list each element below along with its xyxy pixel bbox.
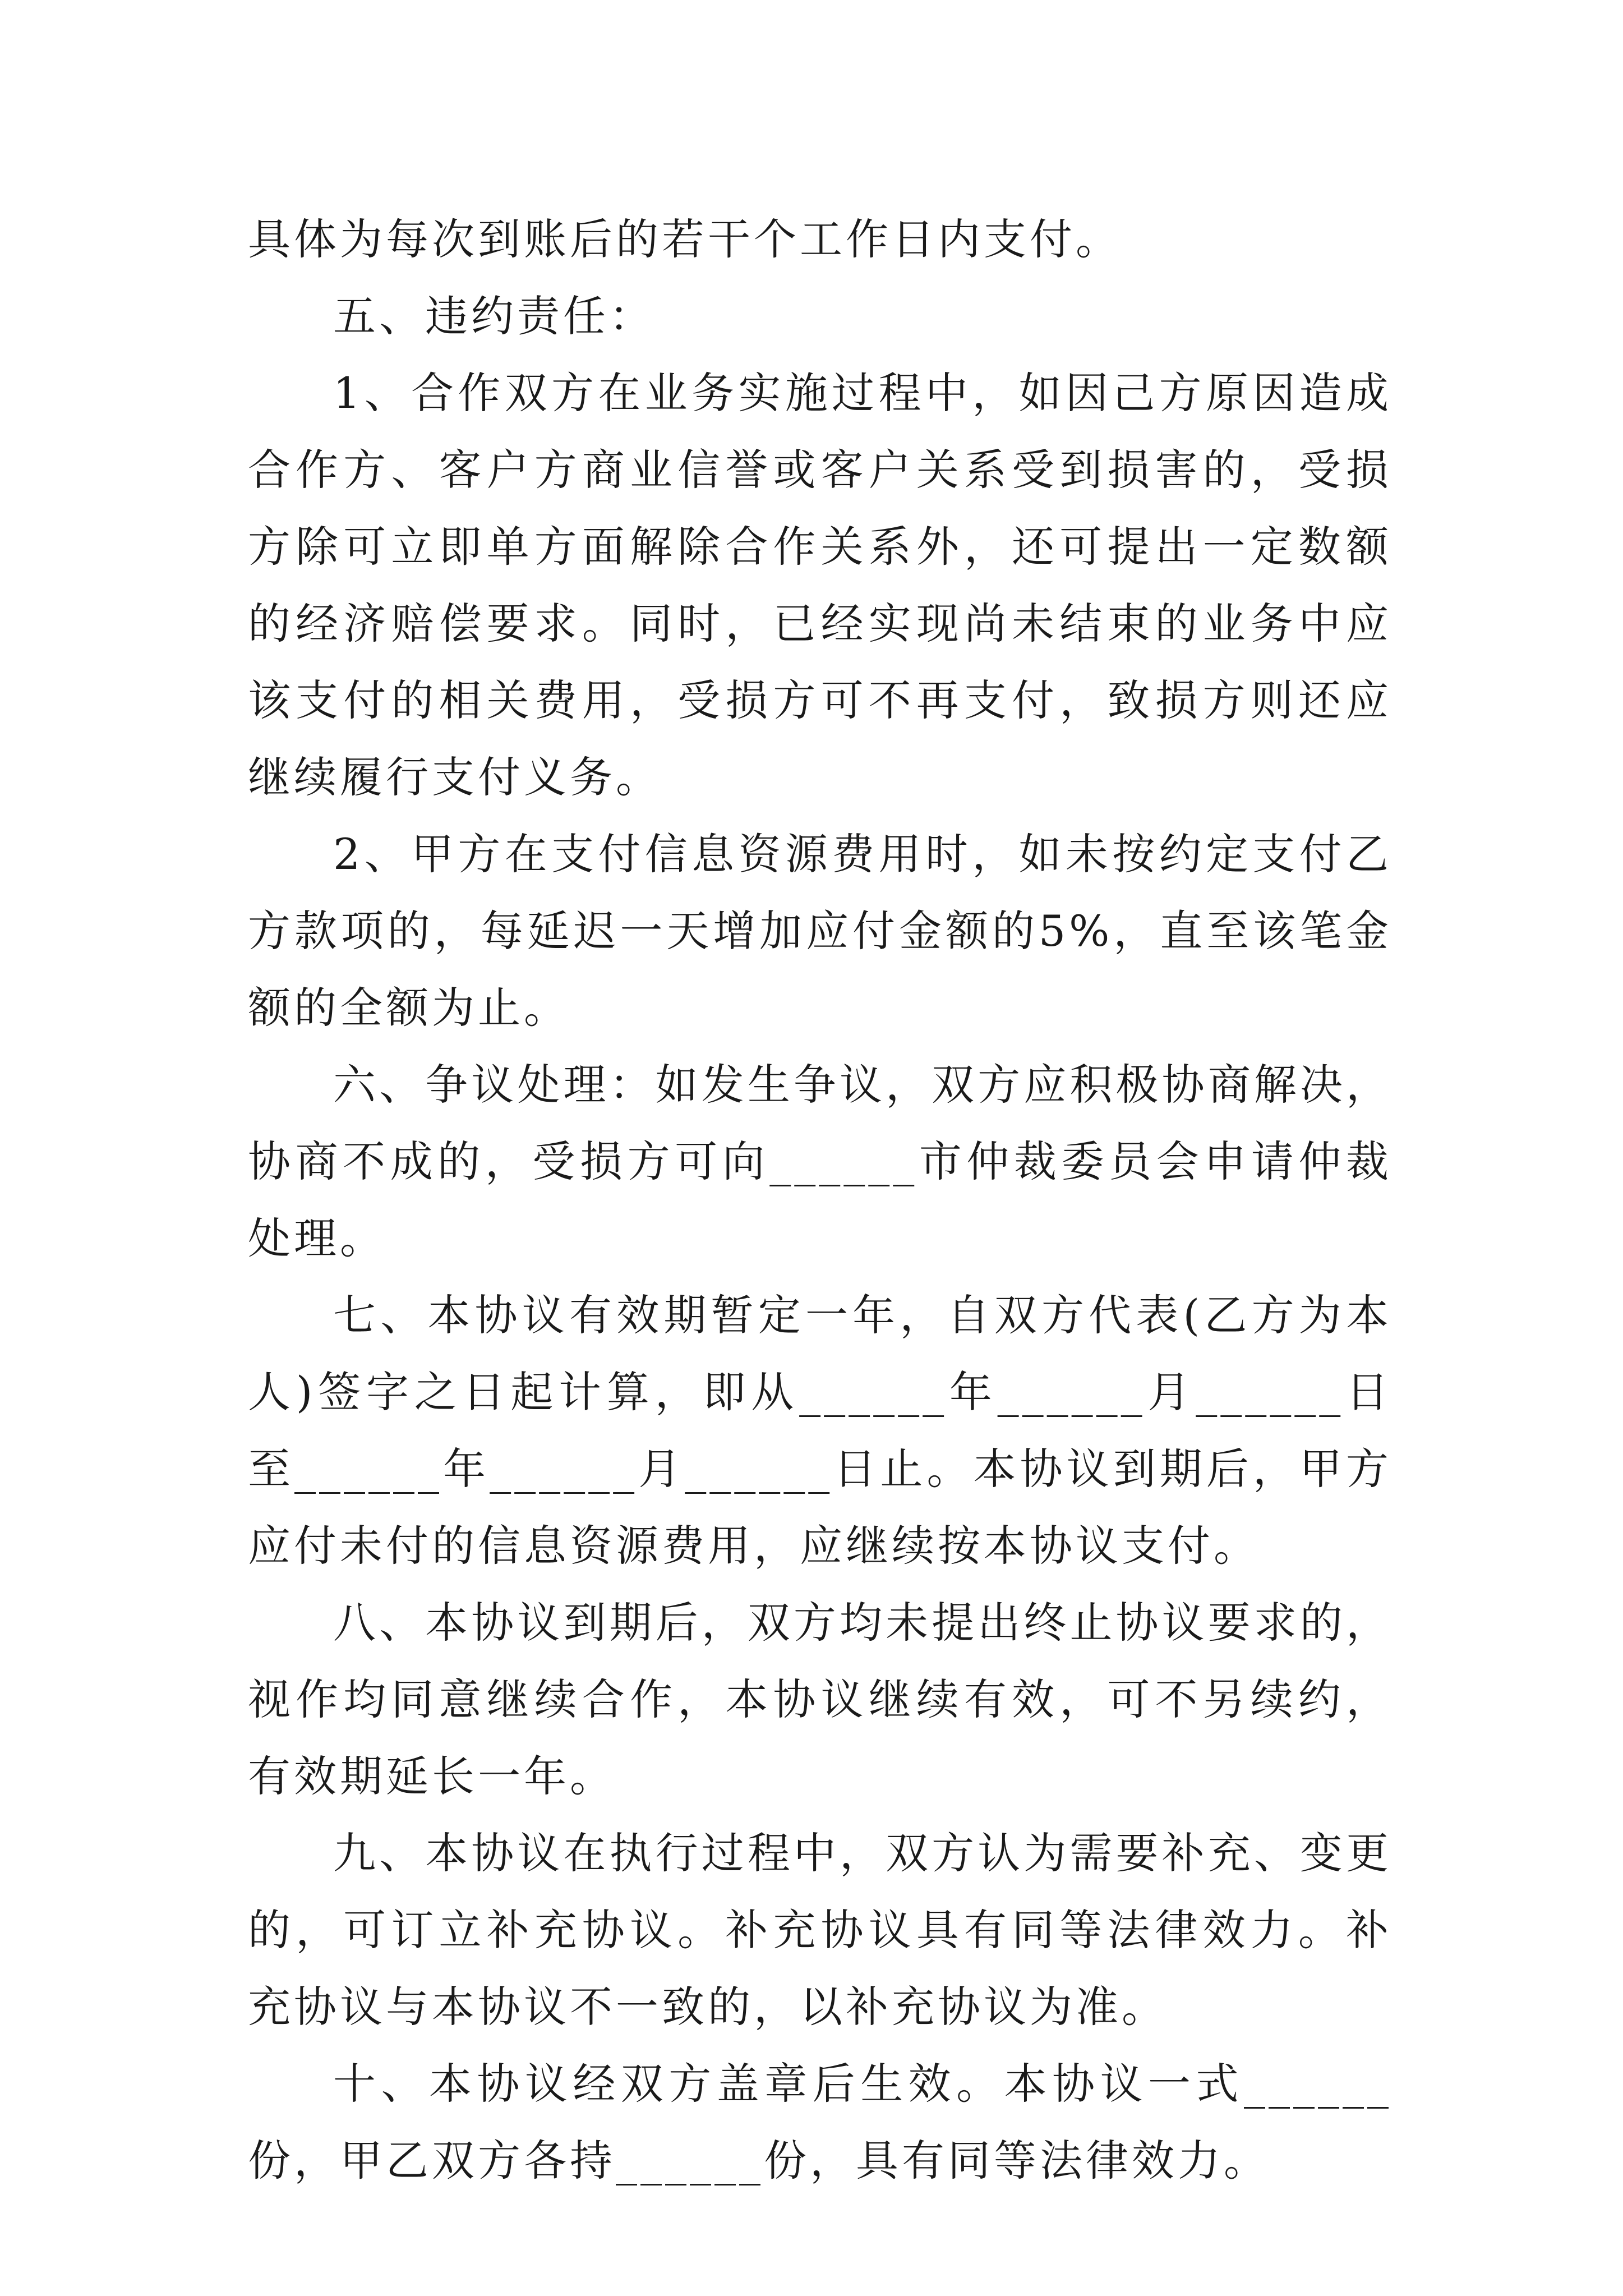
paragraph-auto-renewal: 八、本协议到期后，双方均未提出终止协议要求的，视作均同意继续合作，本协议继续有效，可不另续约，有效期延长一年。 (248, 1598, 1392, 1801)
paragraph-supplementary-agreement: 九、本协议在执行过程中，双方认为需要补充、变更的，可订立补充协议。补充协议具有同等法律效力。补充协议与本协议不一致的，以补充协议为准。 (248, 1828, 1392, 2032)
heading-breach-liability: 五、违约责任： (333, 291, 655, 341)
paragraph-breach-clause-1: 1、合作双方在业务实施过程中，如因己方原因造成合作方、客户方商业信誉或客户关系受到损害的，受损方除可立即单方面解除合作关系外，还可提出一定数额的经济赔偿要求。同时，已经实现尚未结束的业务中应该支付的相关费用，受损方可不再支付，致损方则还应继续履行支付义务。 (248, 368, 1392, 802)
paragraph-validity-period: 七、本协议有效期暂定一年，自双方代表(乙方为本人)签字之日起计算，即从______年______月______日至______年______月______日止。本协议到期后，甲方应付未付的信息资源费用，应继续按本协议支付。 (248, 1290, 1392, 1571)
paragraph-payment-timing: 具体为每次到账后的若干个工作日内支付。 (248, 214, 1122, 264)
paragraph-breach-clause-2: 2、甲方在支付信息资源费用时，如未按约定支付乙方款项的，每延迟一天增加应付金额的5%，直至该笔金额的全额为止。 (248, 829, 1392, 1033)
paragraph-dispute-resolution: 六、争议处理：如发生争议，双方应积极协商解决，协商不成的，受损方可向______市仲裁委员会申请仲裁处理。 (248, 1060, 1392, 1263)
paragraph-effectiveness-copies: 十、本协议经双方盖章后生效。本协议一式______份，甲乙双方各持______份，具有同等法律效力。 (248, 2059, 1392, 2185)
document-body (248, 201, 1392, 2199)
